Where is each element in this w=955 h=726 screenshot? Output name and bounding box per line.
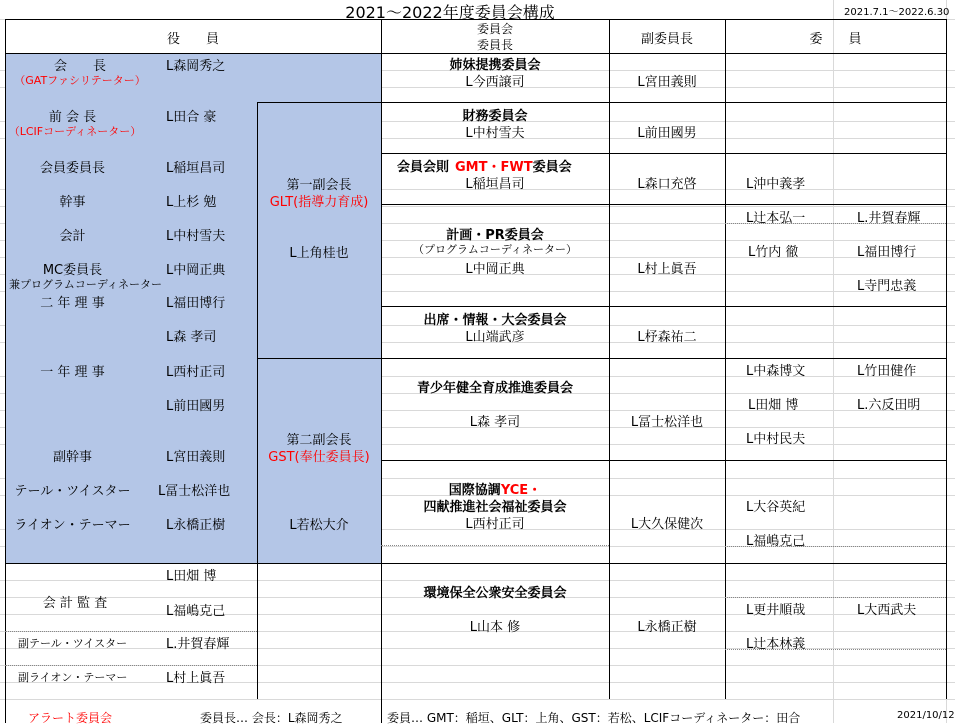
- committee-chair: L稲垣昌司: [465, 177, 525, 192]
- vice-president-role: GLT(指導力育成): [269, 195, 369, 210]
- committee-vice: L冨士松洋也: [630, 415, 704, 430]
- member-name: L大谷英紀: [746, 500, 806, 515]
- officer-name: L福田博行: [166, 296, 226, 311]
- member-name: L辻本林義: [746, 637, 806, 652]
- member-name: L福田博行: [857, 245, 917, 260]
- officer-name: L田合 豪: [166, 110, 217, 125]
- committee-chair: L山本 修: [469, 620, 521, 635]
- member-name: L竹田健作: [857, 364, 917, 379]
- committee-chair: L西村正司: [465, 517, 525, 532]
- audit-name: L福嶋克己: [166, 604, 226, 619]
- committee-name-part: 会員会則: [397, 160, 450, 175]
- member-name: L更井順哉: [746, 603, 806, 618]
- committee-vice: L杼森祐二: [637, 330, 697, 345]
- officer-role: ライオン・テーマー: [14, 518, 131, 533]
- officer-name: L森 孝司: [166, 330, 217, 345]
- officer-name: L稲垣昌司: [166, 161, 226, 176]
- member-name: L竹内 徹: [748, 245, 799, 260]
- committee-chair: L今西譲司: [465, 75, 525, 90]
- member-name: L中村民夫: [746, 432, 806, 447]
- officer-name: L中岡正典: [166, 263, 226, 278]
- committee-vice: L大久保健次: [630, 517, 704, 532]
- alert-committee-label: アラート委員会: [28, 711, 113, 725]
- member-name: L沖中義孝: [746, 177, 806, 192]
- officer-role: 二 年 理 事: [40, 296, 105, 311]
- update-date: 2021/10/12: [897, 710, 955, 721]
- officer-role-note: 兼プログラムコーディネーター: [9, 278, 163, 291]
- member-name: L辻本弘一: [746, 211, 806, 226]
- vice-tail-twister-name: L.井賀春輝: [166, 637, 230, 652]
- audit-label: 会 計 監 査: [42, 596, 108, 611]
- officer-name: L上杉 勉: [166, 195, 217, 210]
- committee-vice: L前田國男: [637, 126, 697, 141]
- member-name: L田畑 博: [748, 398, 799, 413]
- member-name: L寺門忠義: [857, 279, 917, 294]
- officer-name: L永橋正樹: [166, 518, 226, 533]
- committee-name: 青少年健全育成推進委員会: [416, 381, 573, 396]
- member-name: L中森博文: [746, 364, 806, 379]
- committee-name: 姉妹提携委員会: [449, 58, 541, 73]
- officer-name: L前田國男: [166, 399, 226, 414]
- officer-role: 幹事: [59, 195, 86, 210]
- committee-chair: L山端武彦: [465, 330, 525, 345]
- vice-president-name: L若松大介: [289, 518, 349, 533]
- vice-president-role: GST(奉仕委員長): [268, 450, 370, 465]
- member-name: L.井賀春輝: [857, 211, 921, 226]
- committee-chair: L中岡正典: [465, 262, 525, 277]
- committee-chair: L中村雪夫: [465, 126, 525, 141]
- committee-name: 環境保全公衆安全委員会: [423, 586, 567, 601]
- committee-name-highlight: YCE・: [500, 483, 542, 498]
- header-members: 委 員: [809, 32, 862, 47]
- committee-vice: L永橋正樹: [637, 620, 697, 635]
- audit-name: L田畑 博: [166, 569, 217, 584]
- committee-note: （プログラムコーディネーター）: [412, 243, 577, 256]
- committee-name-part: 委員会: [532, 160, 572, 175]
- vice-president-title: 第二副会長: [286, 433, 352, 448]
- alert-committee-chair: 委員長… 会長：L森岡秀之: [200, 711, 343, 725]
- officer-name: L冨士松洋也: [158, 484, 231, 499]
- officer-role: 会員委員長: [39, 161, 105, 176]
- header-committee-chair: 委員長: [476, 38, 513, 52]
- committee-chair: L森 孝司: [469, 415, 521, 430]
- officer-role: MC委員長: [42, 263, 103, 278]
- committee-vice: L森口充啓: [637, 177, 697, 192]
- member-name: L.六反田明: [857, 398, 921, 413]
- header-committee: 委員会: [476, 22, 513, 36]
- officer-role: 前 会 長: [48, 110, 97, 125]
- officer-name: L中村雪夫: [166, 229, 226, 244]
- alert-committee-members: 委員… GMT：稲垣、GLT：上角、GST：若松、LCIFコーディネーター：田合: [387, 711, 801, 725]
- committee-name-line2: 四献推進社会福祉委員会: [423, 500, 567, 515]
- committee-name: 計画・PR委員会: [446, 228, 544, 243]
- officer-role: 一 年 理 事: [40, 365, 105, 380]
- officer-role: 会 長: [53, 59, 106, 74]
- officer-role: 会計: [59, 229, 86, 244]
- vice-lion-tamer-label: 副ライオン・テーマー: [18, 671, 128, 684]
- term-period: 2021.7.1～2022.6.30: [844, 7, 950, 18]
- committee-vice: L村上眞吾: [637, 262, 697, 277]
- vice-lion-tamer-name: L村上眞吾: [166, 671, 226, 686]
- header-vice-chair: 副委員長: [640, 32, 693, 47]
- officer-name: L西村正司: [166, 365, 226, 380]
- officer-role: テール・ツイスター: [14, 484, 131, 499]
- member-name: L大西武夫: [857, 603, 917, 618]
- officer-name: L森岡秀之: [166, 59, 226, 74]
- committee-name-highlight: GMT・FWT: [455, 160, 533, 175]
- officer-role: 副幹事: [52, 450, 92, 465]
- committee-name: 財務委員会: [462, 109, 528, 124]
- officer-name: L宮田義則: [166, 450, 226, 465]
- vice-president-name: L上角桂也: [289, 246, 349, 261]
- vice-president-title: 第一副会長: [286, 178, 352, 193]
- officer-role-note: （GATファシリテーター）: [14, 74, 146, 87]
- officer-role-note: （LCIFコーディネーター）: [8, 125, 142, 138]
- committee-name-part: 国際協調: [448, 483, 501, 498]
- page-title: 2021～2022年度委員会構成: [345, 3, 555, 22]
- committee-name: 出席・情報・大会委員会: [423, 313, 567, 328]
- header-officers: 役 員: [166, 32, 219, 47]
- vice-tail-twister-label: 副テール・ツイスター: [18, 637, 128, 650]
- committee-vice: L宮田義則: [637, 75, 697, 90]
- member-name: L福嶋克己: [746, 534, 806, 549]
